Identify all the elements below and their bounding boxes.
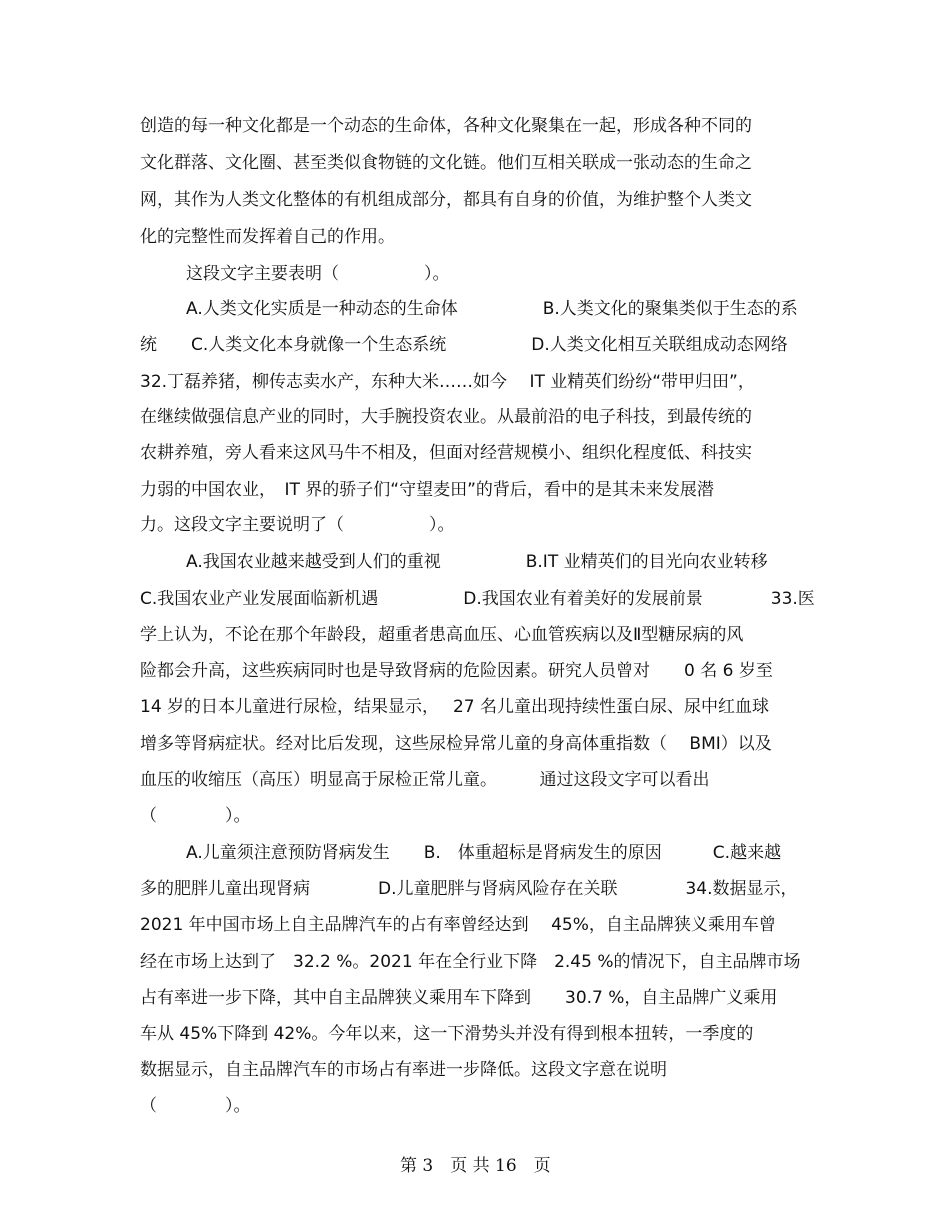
text-line: 险都会升高，这些疾病同时也是导致肾病的危险因素。研究人员曾对 0 名 6 岁至 — [140, 661, 773, 681]
options-line: A.人类文化实质是一种动态的生命体 B.人类文化的聚集类似于生态的系 — [186, 299, 798, 319]
question-stem: 数据显示，自主品牌汽车的市场占有率进一步降低。这段文字意在说明 — [140, 1060, 667, 1080]
text-line: 占有率进一步下降，其中自主品牌狭义乘用车下降到 30.7 %，自主品牌广义乘用 — [140, 988, 778, 1008]
text-line: 14 岁的日本儿童进行尿检，结果显示， 27 名儿童出现持续性蛋白尿、尿中红血球 — [140, 697, 769, 717]
question-32: 32.丁磊养猪，柳传志卖水产，东种大米……如今 IT 业精英们纷纷“带甲归田”， — [140, 372, 755, 392]
options-line: 多的肥胖儿童出现肾病 D.儿童肥胖与肾病风险存在关联 34.数据显示， — [140, 879, 798, 899]
text-line: 农耕养殖，旁人看来这风马牛不相及，但面对经营规模小、组织化程度低、科技实 — [140, 443, 752, 463]
answer-blank: （ ）。 — [140, 1096, 251, 1116]
question-stem: 血压的收缩压（高压）明显高于尿检正常儿童。 通过这段文字可以看出 — [140, 770, 710, 790]
text-line: 力弱的中国农业， IT 界的骄子们“守望麦田”的背后，看中的是其未来发展潜 — [140, 480, 714, 500]
options-line: A.儿童须注意预防肾病发生 B. 体重超标是肾病发生的原因 C.越来越 — [186, 843, 782, 863]
text-line: 2021 年中国市场上自主品牌汽车的占有率曾经达到 45%，自主品牌狭义乘用车曾 — [140, 915, 776, 935]
question-stem: 这段文字主要表明（ ）。 — [186, 264, 450, 284]
options-line: C.我国农业产业发展面临新机遇 D.我国农业有着美好的发展前景 33.医 — [140, 589, 815, 609]
page-footer: 第 3 页 共 16 页 — [400, 1156, 551, 1176]
text-line: 车从 45%下降到 42%。今年以来，这一下滑势头并没有得到根本扭转，一季度的 — [140, 1024, 754, 1044]
text-line: 化的完整性而发挥着自己的作用。 — [140, 227, 395, 247]
text-line: 文化群落、文化圈、甚至类似食物链的文化链。他们互相关联成一张动态的生命之 — [140, 153, 752, 173]
text-line: 经在市场上达到了 32.2 %。2021 年在全行业下降 2.45 %的情况下，自主品牌市场 — [140, 952, 801, 972]
options-line: A.我国农业越来越受到人们的重视 B.IT 业精英们的目光向农业转移 — [186, 552, 768, 572]
text-line: 学上认为，不论在那个年龄段，超重者患高血压、心血管疾病以及Ⅱ型糖尿病的风 — [140, 625, 744, 645]
text-line: 在继续做强信息产业的同时，大手腕投资农业。从最前沿的电子科技，到最传统的 — [140, 407, 752, 427]
text-line: 创造的每一种文化都是一个动态的生命体，各种文化聚集在一起，形成各种不同的 — [140, 116, 752, 136]
question-stem: 力。这段文字主要说明了（ ）。 — [140, 515, 455, 535]
text-line: 增多等肾病症状。经对比后发现，这些尿检异常儿童的身高体重指数（ BMI）以及 — [140, 734, 772, 754]
text-line: 网，其作为人类文化整体的有机组成部分，都具有自身的价值，为维护整个人类文 — [140, 190, 752, 210]
options-line: 统 C.人类文化本身就像一个生态系统 D.人类文化相互关联组成动态网络 — [140, 335, 788, 355]
answer-blank: （ ）。 — [140, 806, 251, 826]
